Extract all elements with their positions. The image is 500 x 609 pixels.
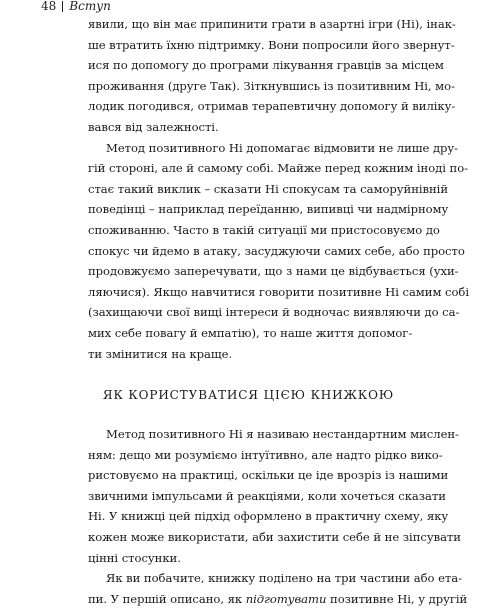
text-line: звичними імпульсами й реакціями, коли хочеться сказати	[88, 488, 446, 503]
paragraph-3	[88, 424, 461, 568]
paragraph-4	[88, 568, 468, 609]
running-head	[41, 0, 111, 14]
text-line: ти змінитися на краще.	[88, 346, 233, 361]
body-text	[88, 14, 470, 609]
text-line: лодик погодився, отримав терапевтичну допомогу й виліку-	[88, 99, 456, 114]
paragraph-1	[88, 14, 456, 138]
running-head-title: Вступ	[69, 0, 111, 13]
text-line: стає такий виклик – сказати Ні спокусам та саморуйнівній	[88, 181, 449, 196]
text-line: ристовуємо на практиці, оскільки це іде врозріз із нашими	[88, 468, 449, 483]
text-line: мих себе повагу й емпатію), то наше життя допомог-	[88, 325, 413, 340]
text-line: вався від залежності.	[88, 119, 219, 134]
text-line: ися по допомогу до програми лікування гравців за місцем	[88, 58, 444, 73]
section-heading: ЯК КОРИСТУВАТИСЯ ЦІЄЮ КНИЖКОЮ	[102, 388, 395, 403]
text-line: Як ви побачите, книжку поділено на три частини або ета-	[106, 571, 463, 586]
text-line: ше втратить їхню підтримку. Вони попросили його звернут-	[88, 37, 455, 52]
text-line: Метод позитивного Ні я називаю нестандартним мислен-	[106, 427, 459, 442]
text-line-with-emphasis: пи. У першій описано, як підготувати позитивне Ні, у другій	[88, 591, 468, 606]
text-line: ням: дещо ми розуміємо інтуїтивно, але надто рідко вико-	[88, 447, 443, 462]
paragraph-2	[88, 138, 470, 365]
text-line: Метод позитивного Ні допомагає відмовити не лише дру-	[106, 140, 459, 155]
emphasized-word: підготувати	[245, 591, 327, 606]
page-number: 48	[41, 0, 57, 13]
text-line: Ні. У книжці цей підхід оформлено в практичну схему, яку	[88, 509, 449, 524]
text-line: явили, що він має припинити грати в азартні ігри (Ні), інак-	[88, 17, 456, 31]
text-line: продовжуємо заперечувати, що з нами це відбувається (ухи-	[88, 264, 459, 279]
text-line: проживання (друге Так). Зіткнувшись із позитивним Ні, мо-	[88, 78, 455, 93]
text-line: цінні стосунки.	[88, 550, 181, 565]
text-line: спокус чи йдемо в атаку, засуджуючи самих себе, або просто	[88, 243, 465, 258]
text-line: поведінці – наприклад переїданню, випивці чи надмірному	[88, 202, 449, 217]
running-head-separator	[62, 1, 63, 12]
text-line: гій стороні, але й самому собі. Майже перед кожним іноді по-	[88, 161, 469, 176]
text-line: кожен може використати, аби захистити себе й не зіпсувати	[88, 530, 461, 545]
text-line: (захищаючи свої вищі інтереси й водночас виявляючи до са-	[88, 305, 460, 320]
text-line: споживанню. Часто в такій ситуації ми пристосовуємо до	[88, 222, 440, 237]
text-line: ляючися). Якщо навчитися говорити позитивне Ні самим собі	[88, 284, 470, 299]
